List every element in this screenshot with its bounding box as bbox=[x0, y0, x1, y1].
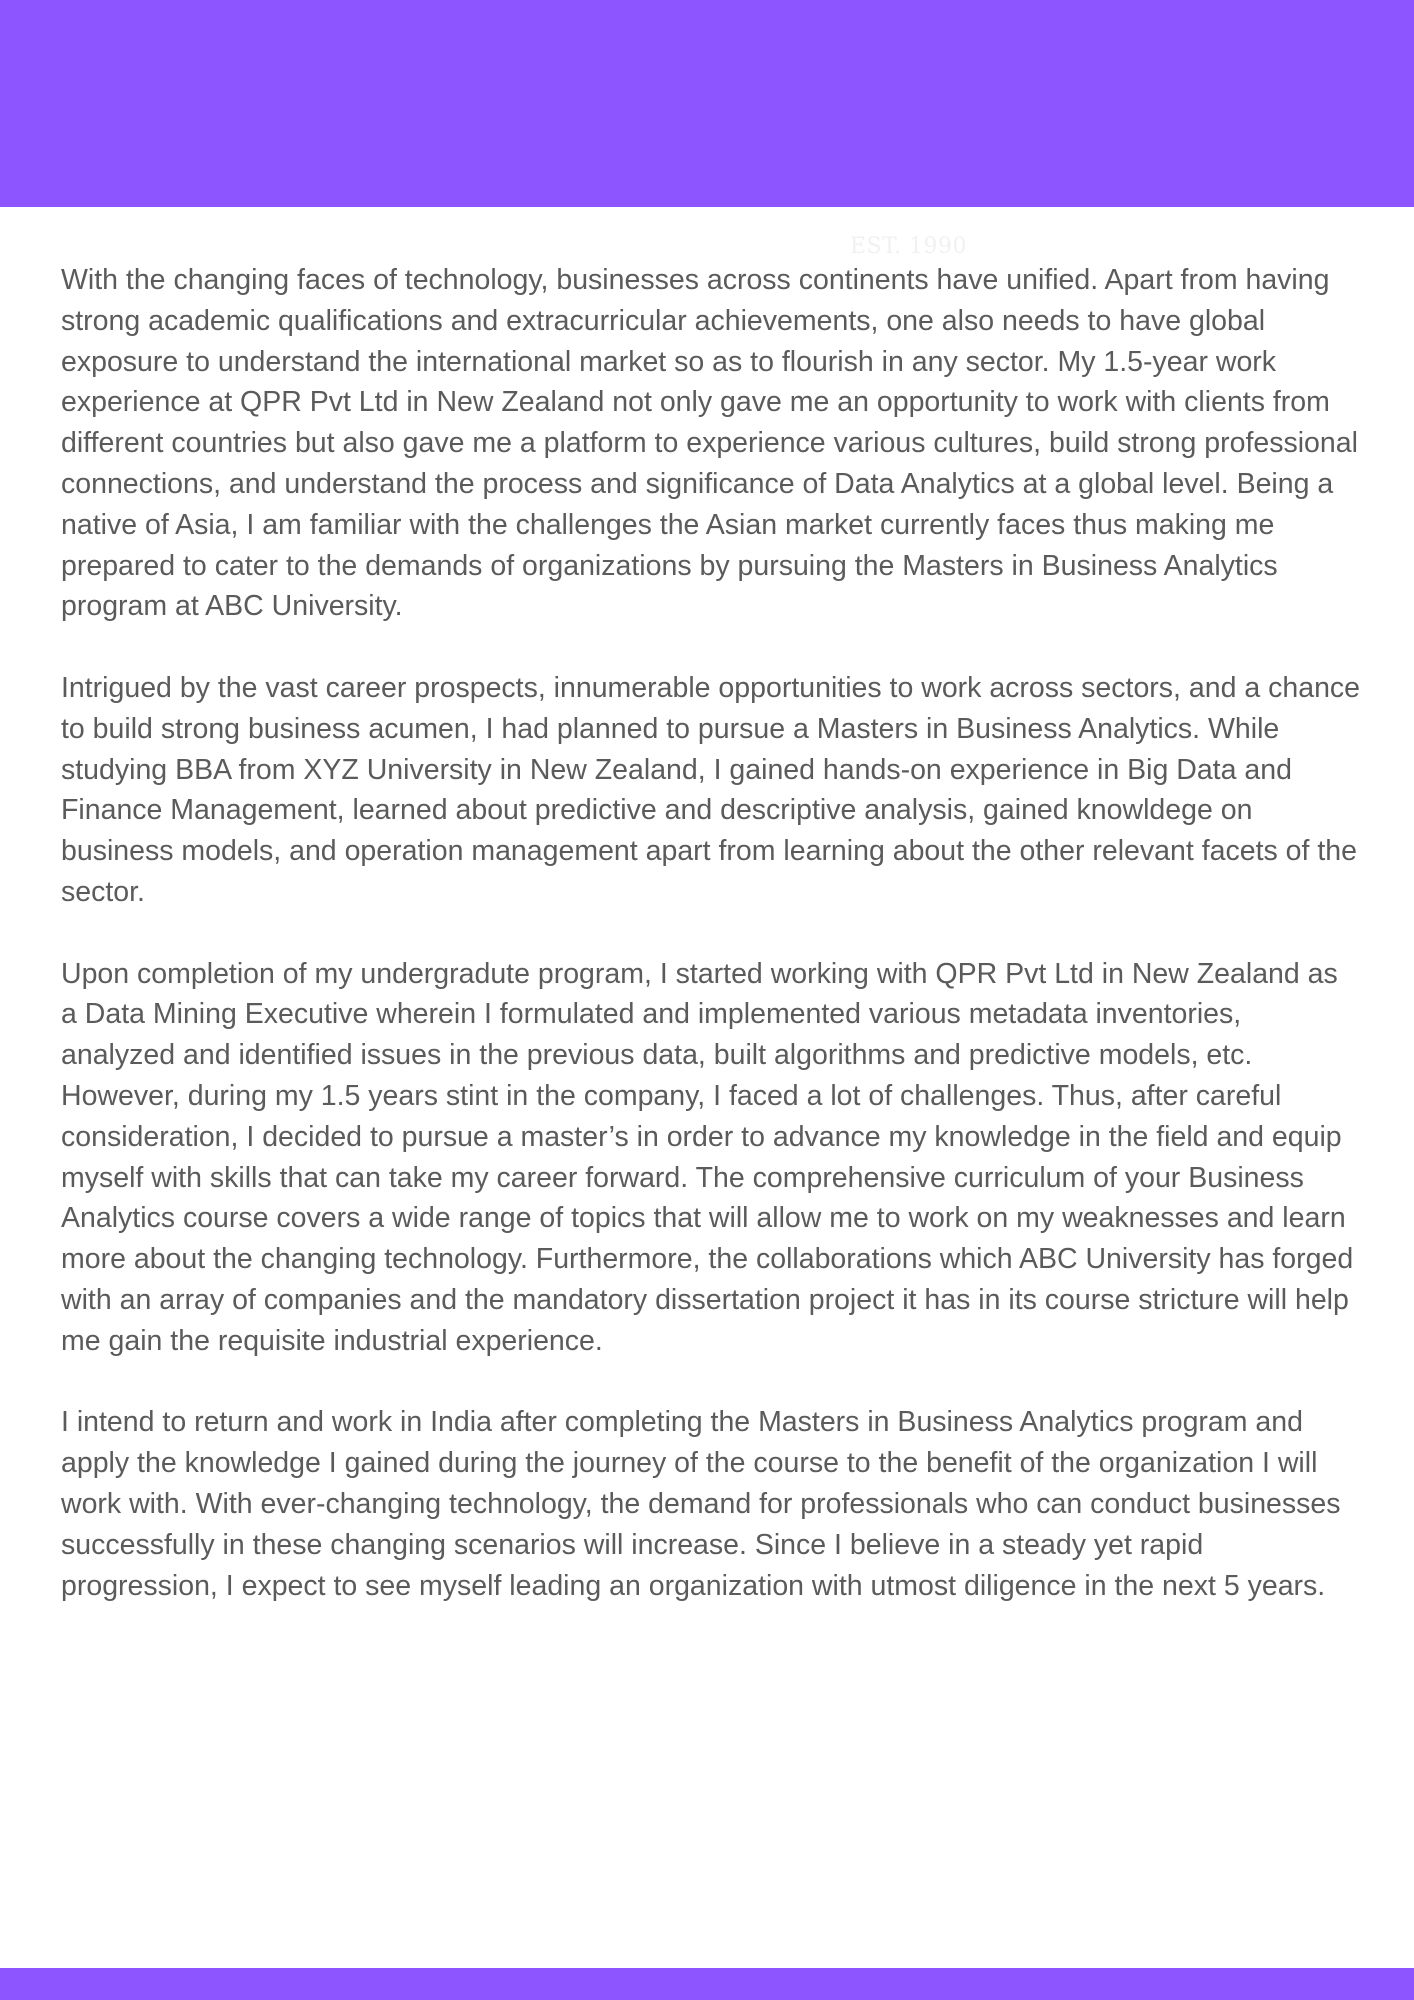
letter-body bbox=[61, 260, 1361, 1647]
paragraph-2: Intrigued by the vast career prospects, innumerable opportunities to work across sectors, and a chance to build strong business acumen, I had planned to pursue a Masters in Business Analytics. While studying BBA from XYZ University in New Zealand, I gained hands-on experience in Big Data and Finance Management, learned about predictive and descriptive analysis, gained knowldege on business models, and operation management apart from learning about the other relevant facets of the sector. bbox=[61, 671, 1361, 908]
header-band bbox=[0, 0, 1414, 207]
est-watermark: EST. 1990 bbox=[850, 234, 968, 259]
paragraph-1: With the changing faces of technology, businesses across continents have unified. Apart from having strong academic qualifications and extracurricular achievements, one also needs to have global exposure to understand the international market so as to flourish in any sector. My 1.5-year work experience at QPR Pvt Ltd in New Zealand not only gave me an opportunity to work with clients from different countries but also gave me a platform to experience various cultures, build strong professional connections, and understand the process and significance of Data Analytics at a global level. Being a native of Asia, I am familiar with the challenges the Asian market currently faces thus making me prepared to cater to the demands of organizations by pursuing the Masters in Business Analytics program at ABC University. bbox=[61, 264, 1358, 623]
footer-band bbox=[0, 1968, 1414, 2000]
paragraph-4: I intend to return and work in India after completing the Masters in Business Analytics program and apply the knowledge I gained during the journey of the course to the benefit of the organization I will work with. With ever-changing technology, the demand for professionals who can conduct businesses successfully in these changing scenarios will increase. Since I believe in a steady yet rapid progression, I expect to see myself leading an organization with utmost diligence in the next 5 years. bbox=[61, 1406, 1341, 1602]
paragraph-3: Upon completion of my undergradute program, I started working with QPR Pvt Ltd in New Zealand as a Data Mining Executive wherein I formulated and implemented various metadata inventories, analyzed and identified issues in the previous data, built algorithms and predictive models, etc. However, during my 1.5 years stint in the company, I faced a lot of challenges. Thus, after careful consideration, I decided to pursue a master’s in order to advance my knowledge in the field and equip myself with skills that can take my career forward. The comprehensive curriculum of your Business Analytics course covers a wide range of topics that will allow me to work on my weaknesses and learn more about the changing technology. Furthermore, the collaborations which ABC University has forged with an array of companies and the mandatory dissertation project it has in its course stricture will help me gain the requisite industrial experience. bbox=[61, 957, 1354, 1357]
